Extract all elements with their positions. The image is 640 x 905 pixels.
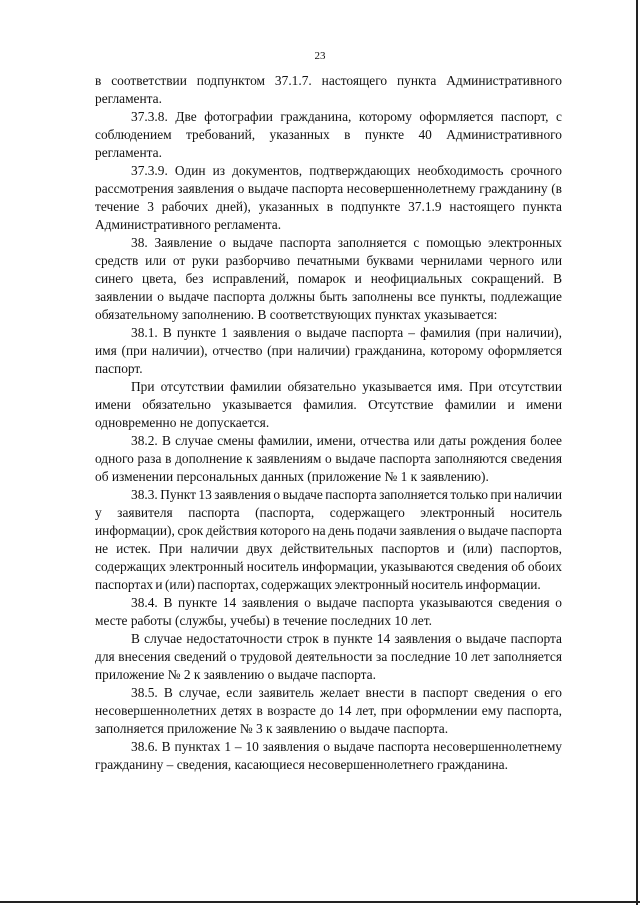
paragraph-38-4-note: В случае недостаточности строк в пункте 14 заявления о выдаче паспорта для внесения сведений о трудовой деятельности за последние 10 лет заполняется приложение № 2 к заявлению о выдаче паспорта. xyxy=(95,631,562,682)
paragraph-38-5: 38.5. В случае, если заявитель желает внести в паспорт сведения о его несовершеннолетних детях в возрасте до 14 лет, при оформлении ему паспорта, заполняется приложение № 3 к заявлению о выдаче паспорта. xyxy=(95,685,562,736)
paragraph-38-6: 38.6. В пунктах 1 – 10 заявления о выдаче паспорта несовершеннолетнему гражданину – сведения, касающиеся несовершеннолетнего гражданина. xyxy=(95,739,562,772)
paragraph-continuation: в соответствии подпунктом 37.1.7. настоящего пункта Административного регламента. xyxy=(95,73,562,106)
page-number: 23 xyxy=(314,50,326,62)
paragraph-38-1: 38.1. В пункте 1 заявления о выдаче паспорта – фамилия (при наличии), имя (при наличии), отчество (при наличии) гражданина, которому оформляется паспорт. xyxy=(95,325,562,376)
scan-edge-bottom xyxy=(0,901,640,903)
paragraph-38-2: 38.2. В случае смены фамилии, имени, отчества или даты рождения более одного раза в дополнение к заявлениям о выдаче паспорта заполняются сведения об изменении персональных данных (приложение № 1 к заявлению). xyxy=(95,433,562,484)
paragraph-38-1-note: При отсутствии фамилии обязательно указывается имя. При отсутствии имени обязательно указывается фамилия. Отсутствие фамилии и имени одновременно не допускается. xyxy=(95,379,562,430)
paragraph-38-3: 38.3. Пункт 13 заявления о выдаче паспорта заполняется только при наличии у заявителя паспорта (паспорта, содержащего электронный носитель информации), срок действия которого на день подачи заявления о выдаче паспорта не истек. При наличии двух действительных паспортов и (или) паспортов, содержащих электронный носитель информации, указываются сведения об обоих паспортах и (или) паспортах, содержащих электронный носитель информации. xyxy=(95,487,562,592)
paragraph-38: 38. Заявление о выдаче паспорта заполняется с помощью электронных средств или от руки разборчиво печатными буквами чернилами черного или синего цвета, без исправлений, помарок и неофициальных сокращений. В заявлении о выдаче паспорта должны быть заполнены все пункты, подлежащие обязательному заполнению. В соответствующих пунктах указывается: xyxy=(95,235,562,322)
body-text xyxy=(95,72,562,774)
paragraph-38-4: 38.4. В пункте 14 заявления о выдаче паспорта указываются сведения о месте работы (службы, учебы) в течение последних 10 лет. xyxy=(95,595,562,628)
paragraph-37-3-9: 37.3.9. Один из документов, подтверждающих необходимость срочного рассмотрения заявления о выдаче паспорта несовершеннолетнему гражданину (в течение 3 рабочих дней), указанных в подпункте 37.1.9 настоящего пункта Административного регламента. xyxy=(95,163,562,232)
scan-edge-right xyxy=(636,0,638,905)
paragraph-37-3-8: 37.3.8. Две фотографии гражданина, которому оформляется паспорт, с соблюдением требований, указанных в пункте 40 Административного регламента. xyxy=(95,109,562,160)
